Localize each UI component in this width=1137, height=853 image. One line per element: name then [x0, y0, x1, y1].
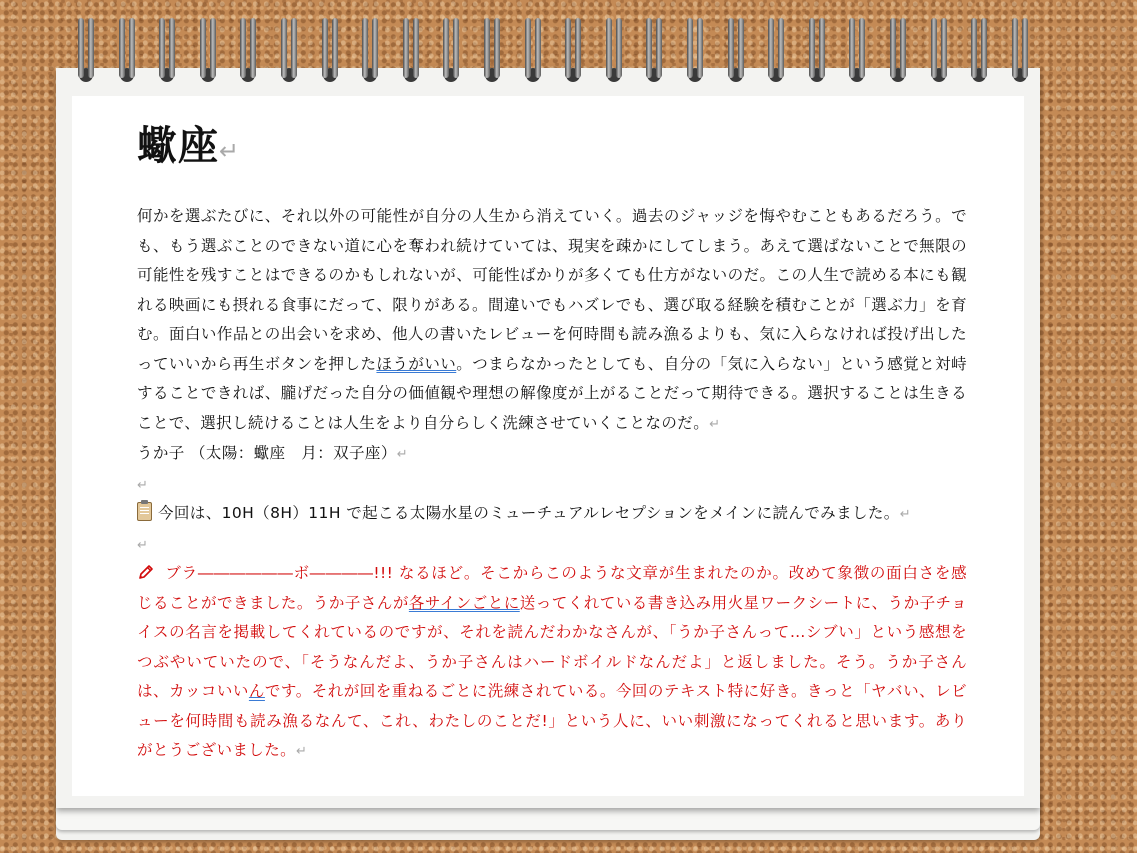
ring-wire — [169, 18, 175, 78]
spiral-binding — [76, 14, 1056, 84]
binding-ring — [644, 14, 666, 84]
ring-wire — [738, 18, 744, 78]
binding-ring — [563, 14, 585, 84]
binding-ring — [360, 14, 382, 84]
binding-ring — [847, 14, 869, 84]
empty-line — [137, 470, 967, 500]
reply-text-middle: 送ってくれている書き込み用火星ワークシートに、うか子チョイスの名言を掲載してくれているのですが、それを読んだわかなさんが、「うか子さんって…シブい」という感想をつぶやいていたので、「そうなんだよ、うか子さんはハードボイルドなんだよ」と返しました。そう。うか子さんは、カッコいい — [137, 593, 967, 700]
paragraph-mark: ↵ — [899, 507, 911, 522]
binding-ring — [929, 14, 951, 84]
ring-wire — [78, 18, 84, 78]
note-text: 今回は、10H（8H）11H で起こる太陽水星のミューチュアルレセプションをメインに読んでみました。 — [158, 504, 900, 522]
ring-wire — [129, 18, 135, 78]
paragraph-mark: ↵ — [396, 447, 409, 462]
reply-text-end: です。それが回を重ねるごとに洗練されている。今回のテキスト特に好き。きっと「ヤバい、レビューを何時間も読み漁るなんて、これ、わたしのことだ!」という人に、いい刺激になってくれると思います。ありがとうございました。 — [137, 682, 967, 759]
ring-wire — [119, 18, 125, 78]
paragraph-mark: ↵ — [709, 416, 721, 432]
ring-wire — [403, 18, 409, 78]
binding-ring — [1010, 14, 1032, 84]
ring-wire — [931, 18, 937, 78]
ring-wire — [941, 18, 947, 78]
binding-ring — [157, 14, 179, 84]
reply-underlined-text: ん — [248, 682, 265, 700]
ring-wire — [1022, 18, 1028, 78]
essay-paragraph — [137, 202, 967, 439]
paragraph-mark: ↵ — [137, 477, 149, 493]
clipboard-icon — [137, 502, 152, 521]
paragraph-mark: ↵ — [137, 537, 149, 553]
paragraph-mark: ↵ — [219, 137, 241, 165]
ring-wire — [494, 18, 500, 78]
ring-wire — [656, 18, 662, 78]
binding-ring — [238, 14, 260, 84]
ring-wire — [859, 18, 865, 78]
binding-ring — [685, 14, 707, 84]
binding-ring — [523, 14, 545, 84]
ring-wire — [849, 18, 855, 78]
binding-ring — [320, 14, 342, 84]
pencil-icon — [137, 562, 155, 580]
binding-ring — [969, 14, 991, 84]
paragraph-mark: ↵ — [296, 744, 308, 759]
binding-ring — [604, 14, 626, 84]
ring-wire — [484, 18, 490, 78]
binding-ring — [441, 14, 463, 84]
binding-ring — [766, 14, 788, 84]
ring-wire — [616, 18, 622, 78]
binding-ring — [726, 14, 748, 84]
ring-wire — [525, 18, 531, 78]
reply-paragraph — [137, 559, 967, 767]
ring-wire — [453, 18, 459, 78]
essay-text-end: 。つまらなかったとしても、自分の「気に入らない」という感覚と対峙することできれば、朧げだった自分の価値観や理想の解像度が上がることだって期待できる。選択することは生きることで、選択し続けることは人生をより自分らしく洗練させていくことなのだ。 — [137, 354, 967, 432]
ring-wire — [819, 18, 825, 78]
binding-ring — [198, 14, 220, 84]
reply-underlined-text: 各サインごとに — [408, 593, 520, 612]
ring-wire — [159, 18, 165, 78]
ring-wire — [565, 18, 571, 78]
document-content — [137, 118, 967, 782]
ring-wire — [88, 18, 94, 78]
ring-wire — [778, 18, 784, 78]
binding-ring — [807, 14, 829, 84]
ring-wire — [890, 18, 896, 78]
ring-wire — [575, 18, 581, 78]
reply-text: ブラ――――――ボ――――!!! なるほど。そこからこのような文章が生まれたのか。改めて象徴の面白さを感じることができました。うか子さんが — [137, 564, 967, 612]
ring-wire — [1012, 18, 1018, 78]
binding-ring — [279, 14, 301, 84]
note-line — [137, 499, 967, 530]
ring-wire — [250, 18, 256, 78]
essay-underlined-text: ほうがいい — [376, 354, 457, 373]
binding-ring — [482, 14, 504, 84]
ring-wire — [413, 18, 419, 78]
ring-wire — [646, 18, 652, 78]
page-title — [137, 118, 967, 174]
binding-ring — [401, 14, 423, 84]
ring-wire — [971, 18, 977, 78]
ring-wire — [322, 18, 328, 78]
ring-wire — [728, 18, 734, 78]
ring-wire — [281, 18, 287, 78]
ring-wire — [372, 18, 378, 78]
ring-wire — [900, 18, 906, 78]
binding-ring — [888, 14, 910, 84]
ring-wire — [697, 18, 703, 78]
ring-wire — [240, 18, 246, 78]
ring-wire — [606, 18, 612, 78]
title-text: 蠍座 — [137, 122, 219, 169]
ring-wire — [768, 18, 774, 78]
ring-wire — [210, 18, 216, 78]
ring-wire — [535, 18, 541, 78]
binding-ring — [117, 14, 139, 84]
ring-wire — [981, 18, 987, 78]
empty-line — [137, 530, 967, 560]
ring-wire — [332, 18, 338, 78]
ring-wire — [809, 18, 815, 78]
ring-wire — [443, 18, 449, 78]
essay-text: 何かを選ぶたびに、それ以外の可能性が自分の人生から消えていく。過去のジャッジを悔やむこともあるだろう。でも、もう選ぶことのできない道に心を奪われ続けていては、現実を疎かにしてしまう。あえて選ばないことで無限の可能性を残すことはできるのかもしれないが、可能性ばかりが多くても仕方がないのだ。この人生で読める本にも観れる映画にも摂れる食事にだって、限りがある。間違いでもハズレでも、選び取る経験を積むことが「選ぶ力」を育む。面白い作品との出会いを求め、他人の書いたレビューを何時間も読み漁るよりも、気に入らなければ投げ出したっていいから再生ボタンを押した — [137, 207, 967, 373]
ring-wire — [687, 18, 693, 78]
author-text: うか子 （太陽：蠍座 月：双子座） — [137, 444, 397, 462]
ring-wire — [362, 18, 368, 78]
binding-ring — [76, 14, 98, 84]
ring-wire — [200, 18, 206, 78]
author-line — [137, 439, 967, 470]
ring-wire — [291, 18, 297, 78]
